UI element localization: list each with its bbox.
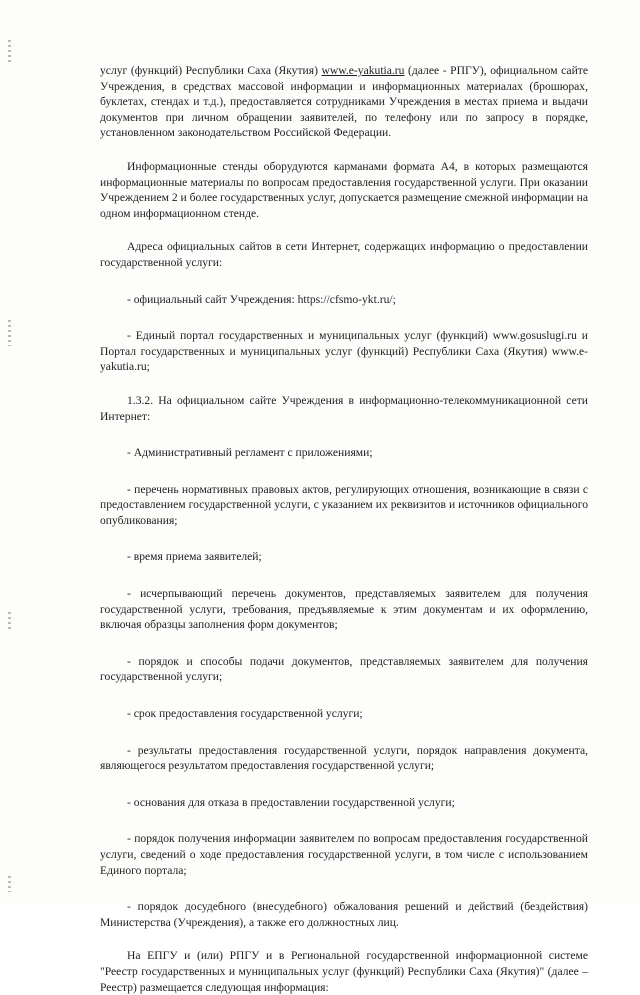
list-item-results: - результаты предоставления государственной услуги, порядок направления документа, являющегося результатом предоставления государственной услуги; <box>100 743 588 773</box>
e-yakutia-link[interactable]: www.e-yakutia.ru <box>321 64 405 77</box>
paragraph-info-stands: Информационные стенды оборудуются карманами формата А4, в которых размещаются информационные материалы по вопросам предоставления государственной услуги. При оказании Учреждением 2 и более государственных услуг, допускается размещение смежной информации на одном информационном стенде. <box>100 159 588 220</box>
paragraph-websites-intro: Адреса официальных сайтов в сети Интернет, содержащих информацию о предоставлении государственной услуги: <box>100 240 588 269</box>
paragraph-text: (далее - РПГУ), официальном сайте Учреждения, в средствах массовой информации и информационных материалах (брошюрах, буклетах, стендах и т.д.), предоставляется сотрудниками Учреждения в местах приема и выдачи документов при личном обращении заявителей, по телефону или по запросу в порядке, установленном законодательством Российской Федерации. <box>100 64 588 140</box>
paragraph-section-1-3-2: 1.3.2. На официальном сайте Учреждения в информационно-телекоммуникационной сети Интернет: <box>100 393 588 423</box>
list-item-refusal-grounds: - основания для отказа в предоставлении государственной услуги; <box>127 795 455 809</box>
list-item-service-term: - срок предоставления государственной услуги; <box>127 707 363 721</box>
list-item-documents-list: - исчерпывающий перечень документов, представляемых заявителем для получения государственной услуги, требования, предъявляемые к этим документам и их оформлению, включая образцы заполнения форм документов; <box>100 587 588 632</box>
scan-edge-mark <box>8 320 11 346</box>
list-item-official-site: - официальный сайт Учреждения: https://cfsmo-ykt.ru/; <box>127 292 396 306</box>
list-item-portals: - Единый портал государственных и муниципальных услуг (функций) www.gosuslugi.ru и Портал государственных и муниципальных услуг (функций) Республики Саха (Якутия) www.e-yakutia.ru; <box>100 329 588 374</box>
list-item-info-procedure: - порядок получения информации заявителем по вопросам предоставления государственной услуги, сведений о ходе предоставления государственной услуги, в том числе с использованием Единого портала; <box>100 832 588 877</box>
list-item-appeal-procedure: - порядок досудебного (внесудебного) обжалования решений и действий (бездействия) Министерства (Учреждения), а также его должностных лиц. <box>100 900 588 929</box>
scan-edge-mark <box>8 876 11 892</box>
list-item-legal-acts: - перечень нормативных правовых актов, регулирующих отношения, возникающие в связи с предоставлением государственной услуги, с указанием их реквизитов и источников официального опубликования; <box>100 482 588 527</box>
document-body <box>100 63 588 995</box>
scan-edge-mark <box>8 612 11 630</box>
list-item-reception-time: - время приема заявителей; <box>127 550 262 564</box>
paragraph-registry: На ЕПГУ и (или) РПГУ и в Региональной государственной информационной системе "Реестр государственных и муниципальных услуг (функций) Республики Саха (Якутия)" (далее – Реестр) размещается следующая информация: <box>100 949 588 994</box>
list-item-regulation: - Административный регламент с приложениями; <box>127 446 373 460</box>
paragraph-text: услуг (функций) Республики Саха (Якутия) <box>100 64 322 77</box>
scan-edge-mark <box>8 40 11 62</box>
paragraph-info-channels <box>100 63 588 141</box>
list-item-submission-methods: - порядок и способы подачи документов, представляемых заявителем для получения государственной услуги; <box>100 654 588 684</box>
